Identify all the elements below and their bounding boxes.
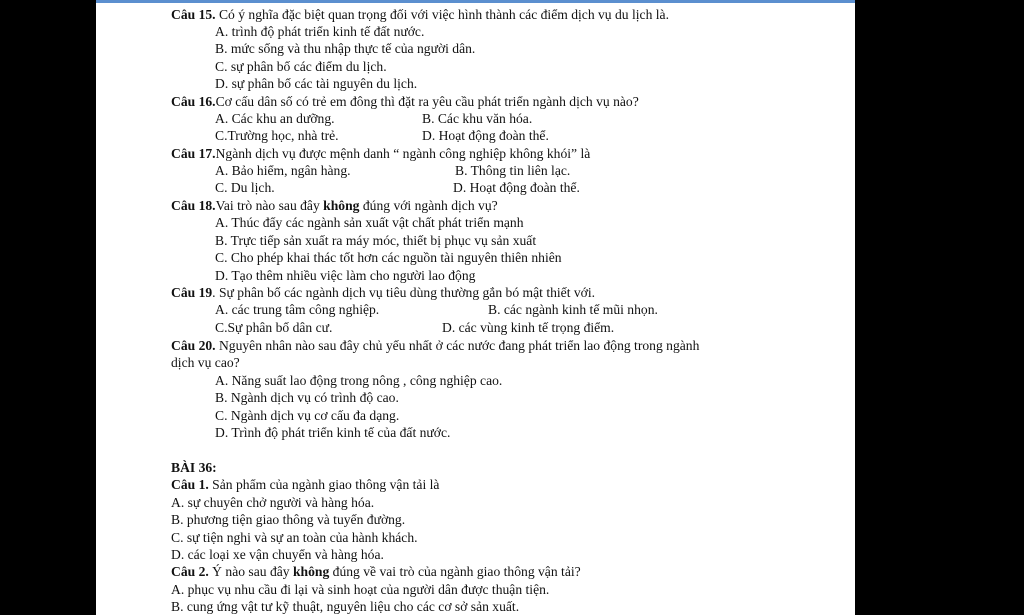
question-number: Câu 20.: [171, 338, 216, 353]
bai36-question-1-stem: [171, 476, 439, 493]
q18-option-c: C. Cho phép khai thác tốt hơn các nguồn tài nguyên thiên nhiên: [215, 250, 562, 265]
question-number: Câu 17.: [171, 146, 216, 161]
question-number: Câu 19: [171, 285, 213, 300]
emphasis-word: không: [292, 564, 330, 579]
q19-option-c: C.Sự phân bố dân cư.: [215, 320, 333, 335]
q16-option-b: B. Các khu văn hóa.: [422, 111, 533, 126]
question-16-stem: [171, 93, 639, 110]
bai36-q2-option-b: B. cung ứng vật tư kỹ thuật, nguyên liệu cho các cơ sở sản xuất.: [171, 599, 520, 614]
q19-option-a: A. các trung tâm công nghiệp.: [215, 302, 380, 317]
q16-option-d: D. Hoạt động đoàn thể.: [422, 128, 549, 143]
bai36-question-2-stem: [171, 563, 581, 580]
q18-option-b: B. Trực tiếp sản xuất ra máy móc, thiết bị phục vụ sản xuất: [215, 233, 537, 248]
question-text: đúng về vai trò của ngành giao thông vận tải?: [329, 564, 581, 579]
question-number: Câu 18.: [171, 198, 216, 213]
bai36-q1-option-d: D. các loại xe vận chuyển và hàng hóa.: [171, 547, 384, 562]
q15-option-a: A. trình độ phát triển kinh tế đất nước.: [215, 24, 425, 39]
question-number: Câu 2.: [171, 564, 209, 579]
q16-option-a: A. Các khu an dưỡng.: [215, 111, 335, 126]
section-heading: [171, 459, 217, 476]
question-text: Sản phẩm của ngành giao thông vận tải là: [208, 477, 440, 492]
q18-option-a: A. Thúc đẩy các ngành sản xuất vật chất phát triển mạnh: [215, 215, 524, 230]
q20-option-a: A. Năng suất lao động trong nông , công nghiệp cao.: [215, 373, 503, 388]
question-text: Nguyên nhân nào sau đây chủ yếu nhất ở các nước đang phát triển lao động trong ngành: [215, 338, 700, 353]
bai36-q2-option-a: A. phục vụ nhu cầu đi lại và sinh hoạt của người dân được thuận tiện.: [171, 582, 550, 597]
q20-option-c: C. Ngành dịch vụ cơ cấu đa dạng.: [215, 408, 400, 423]
question-15-stem: [171, 6, 669, 23]
question-17-stem: [171, 145, 590, 162]
bai36-q1-option-c: C. sự tiện nghi và sự an toàn của hành khách.: [171, 530, 418, 545]
question-text: đúng với ngành dịch vụ?: [359, 198, 498, 213]
emphasis-word: không: [323, 198, 360, 213]
question-20-stem-cont: dịch vụ cao?: [171, 355, 240, 370]
q17-option-d: D. Hoạt động đoàn thể.: [453, 180, 580, 195]
question-19-stem: [171, 284, 595, 301]
question-number: Câu 1.: [171, 477, 209, 492]
question-20-stem: [171, 337, 699, 354]
page-top-border: [96, 0, 855, 3]
q15-option-d: D. sự phân bố các tài nguyên du lịch.: [215, 76, 418, 91]
question-18-stem: [171, 197, 498, 214]
q17-option-a: A. Bảo hiểm, ngân hàng.: [215, 163, 351, 178]
question-text: . Sự phân bố các ngành dịch vụ tiêu dùng thường gắn bó mật thiết với.: [212, 285, 596, 300]
question-text: Cơ cấu dân số có trẻ em đông thì đặt ra yêu cầu phát triển ngành dịch vụ nào?: [215, 94, 639, 109]
section-title: BÀI 36:: [171, 460, 217, 475]
question-text: Ngành dịch vụ được mệnh danh “ ngành công nghiệp không khói” là: [215, 146, 591, 161]
q18-option-d: D. Tạo thêm nhiều việc làm cho người lao động: [215, 268, 476, 283]
q20-option-d: D. Trình độ phát triển kinh tế của đất nước.: [215, 425, 451, 440]
document-page: [96, 0, 855, 615]
q19-option-b: B. các ngành kinh tế mũi nhọn.: [488, 302, 658, 317]
question-text: Ý nào sau đây: [208, 564, 293, 579]
question-text: Có ý nghĩa đặc biệt quan trọng đối với việc hình thành các điểm dịch vụ du lịch là.: [215, 7, 669, 22]
q17-option-b: B. Thông tin liên lạc.: [455, 163, 571, 178]
question-number: Câu 15.: [171, 7, 216, 22]
bai36-q1-option-b: B. phương tiện giao thông và tuyến đường.: [171, 512, 406, 527]
q15-option-c: C. sự phân bố các điểm du lịch.: [215, 59, 387, 74]
q15-option-b: B. mức sống và thu nhập thực tế của người dân.: [215, 41, 476, 56]
question-text: Vai trò nào sau đây: [215, 198, 324, 213]
q17-option-c: C. Du lịch.: [215, 180, 275, 195]
q16-option-c: C.Trường học, nhà trẻ.: [215, 128, 339, 143]
question-number: Câu 16.: [171, 94, 216, 109]
q20-option-b: B. Ngành dịch vụ có trình độ cao.: [215, 390, 399, 405]
bai36-q1-option-a: A. sự chuyên chở người và hàng hóa.: [171, 495, 375, 510]
q19-option-d: D. các vùng kinh tế trọng điểm.: [442, 320, 615, 335]
